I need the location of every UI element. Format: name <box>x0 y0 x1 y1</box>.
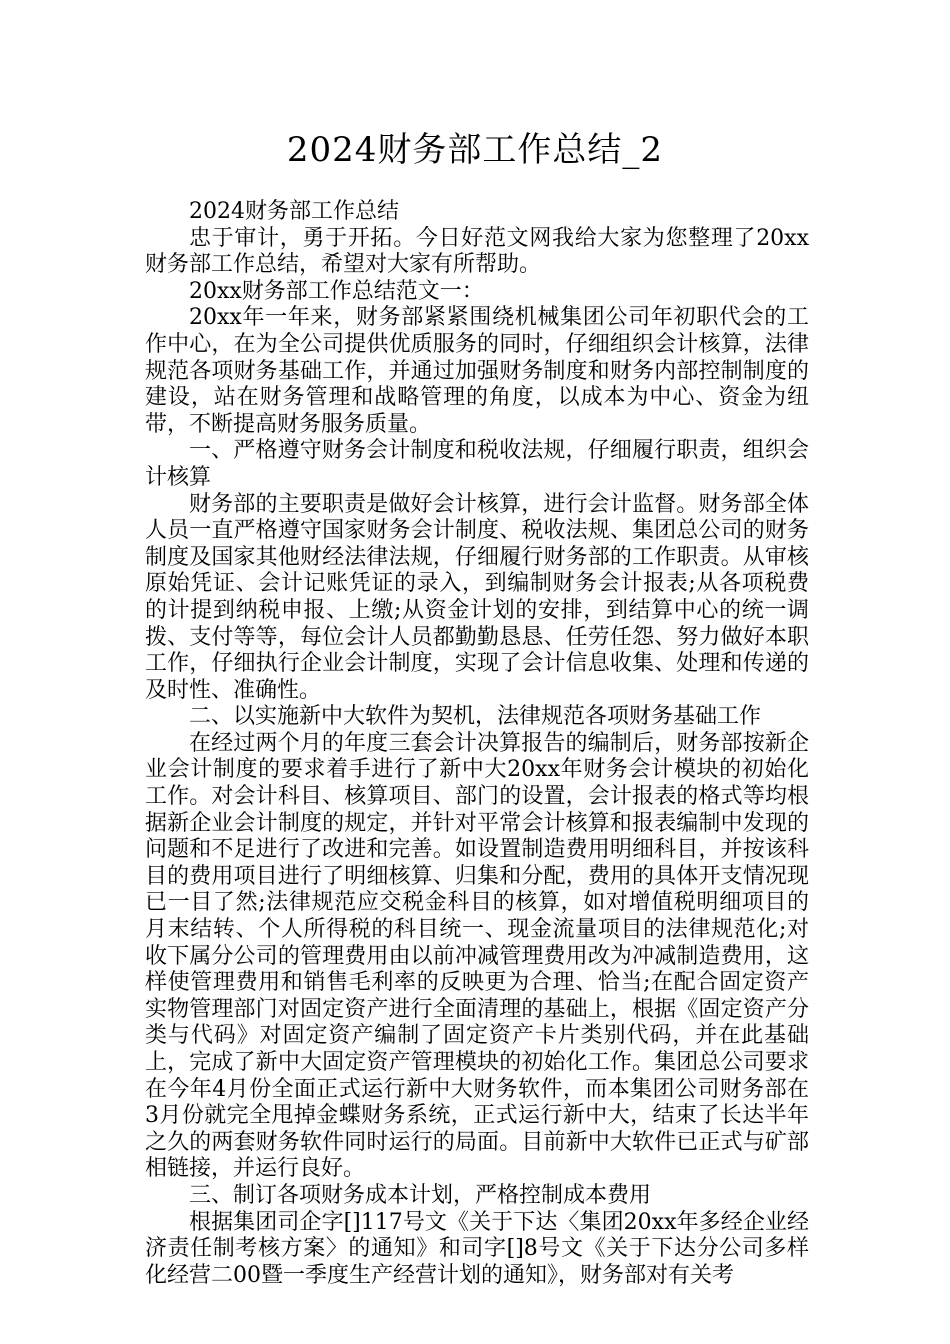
section-heading-3: 三、制订各项财务成本计划，严格控制成本费用 <box>189 1182 652 1208</box>
paragraph-section-2: 在经过两个月的年度三套会计决算报告的编制后，财务部按新企业会计制度的要求着手进行了新中大20xx年财务会计模块的初始化工作。对会计科目、核算项目、部门的设置，会计报表的格式等均根据新企业会计制度的规定，并针对平常会计核算和报表编制中发现的问题和不足进行了改进和完善。如设置制造费用明细科目，并按该科目的费用项目进行了明细核算、归集和分配，费用的具体开支情况现已一目了然;法律规范应交税金科目的核算，如对增值税明细项目的月末结转、个人所得税的科目统一、现金流量项目的法律规范化;对收下属分公司的管理费用由以前冲减管理费用改为冲减制造费用，这样使管理费用和销售毛利率的反映更为合理、恰当;在配合固定资产实物管理部门对固定资产进行全面清理的基础上，根据《固定资产分类与代码》对固定资产编制了固定资产卡片类别代码，并在此基础上，完成了新中大固定资产管理模块的初始化工作。集团总公司要求在今年4月份全面正式运行新中大财务软件，而本集团公司财务部在3月份就完全甩掉金蝶财务系统，正式运行新中大，结束了长达半年之久的两套财务软件同时运行的局面。目前新中大软件已正式与矿部相链接，并运行良好。 <box>145 730 809 1182</box>
section-heading-1: 一、严格遵守财务会计制度和税收法规，仔细履行职责，组织会计核算 <box>145 438 809 490</box>
paragraph-overview: 20xx年一年来，财务部紧紧围绕机械集团公司年初职代会的工作中心，在为全公司提供优质服务的同时，仔细组织会计核算，法律规范各项财务基础工作，并通过加强财务制度和财务内部控制制度的建设，站在财务管理和战略管理的角度，以成本为中心、资金为纽带，不断提高财务服务质量。 <box>145 305 809 437</box>
paragraph-section-3: 根据集团司企字[]117号文《关于下达〈集团20xx年多经企业经济责任制考核方案〉的通知》和司字[]8号文《关于下达分公司多样化经营二00暨一季度生产经营计划的通知》，财务部对有关考 <box>145 1209 809 1288</box>
paragraph-intro: 忠于审计，勇于开拓。今日好范文网我给大家为您整理了20xx财务部工作总结，希望对大家有所帮助。 <box>145 225 809 278</box>
document-title: 2024财务部工作总结_2 <box>286 130 664 170</box>
paragraph-heading: 2024财务部工作总结 <box>189 199 399 224</box>
section-heading-2: 二、以实施新中大软件为契机，法律规范各项财务基础工作 <box>189 704 762 730</box>
paragraph-sample-label: 20xx财务部工作总结范文一： <box>189 278 484 304</box>
document-body <box>145 199 809 1289</box>
paragraph-section-1: 财务部的主要职责是做好会计核算，进行会计监督。财务部全体人员一直严格遵守国家财务会计制度、税收法规、集团总公司的财务制度及国家其他财经法律法规，仔细履行财务部的工作职责。从审核原始凭证、会计记账凭证的录入，到编制财务会计报表;从各项税费的计提到纳税申报、上缴;从资金计划的安排，到结算中心的统一调拨、支付等等，每位会计人员都勤勤恳恳、任劳任怨、努力做好本职工作，仔细执行企业会计制度，实现了会计信息收集、处理和传递的及时性、准确性。 <box>145 491 809 703</box>
